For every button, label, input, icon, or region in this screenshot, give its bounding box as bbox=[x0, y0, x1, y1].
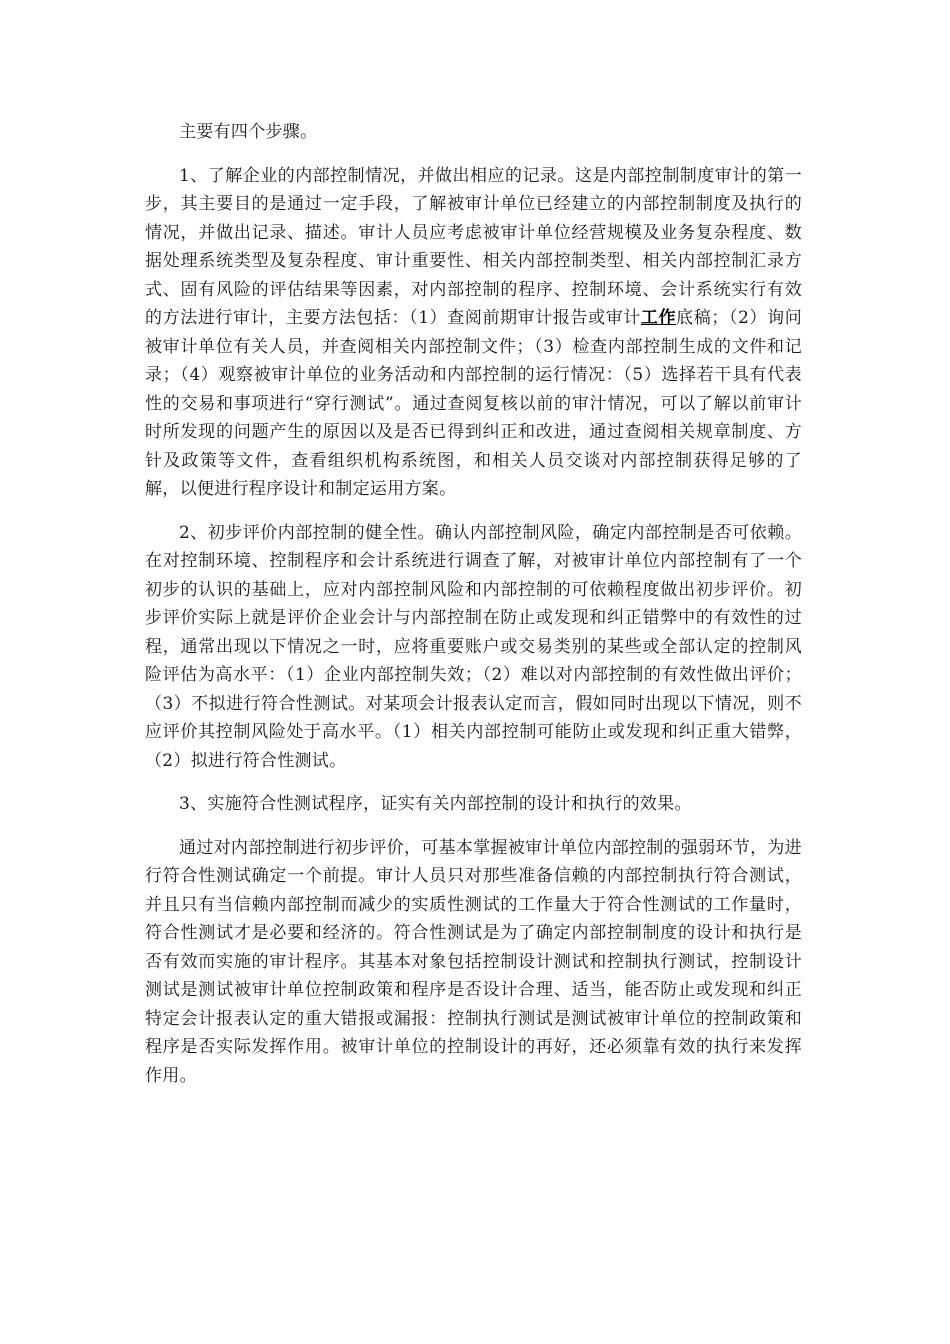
step3-body-paragraph: 通过对内部控制进行初步评价，可基本掌握被审计单位内部控制的强弱环节，为进行符合性测试确定一个前提。审计人员只对那些准备信赖的内部控制执行符合测试，并且只有当信赖内部控制而减少的实质性测试的工作量大于符合性测试的工作量时，符合性测试才是必要和经济的。符合性测试是为了确定内部控制制度的设计和执行是否有效而实施的审计程序。其基本对象包括控制设计测试和控制执行测试，控制设计测试是测试被审计单位控制政策和程序是否设计合理、适当，能否防止或发现和纠正特定会计报表认定的重大错报或漏报：控制执行测试是测试被审计单位的控制政策和程序是否实际发挥作用。被审计单位的控制设计的再好，还必须靠有效的执行来发挥作用。 bbox=[145, 837, 802, 1086]
step2-paragraph: 2、初步评价内部控制的健全性。确认内部控制风险，确定内部控制是否可依赖。在对控制环境、控制程序和会计系统进行调查了解，对被审计单位内部控制有了一个初步的认识的基础上，应对内部控制风险和内部控制的可依赖程度做出初步评价。初步评价实际上就是评价企业会计与内部控制在防止或发现和纠正错弊中的有效性的过程，通常出现以下情况之一时，应将重要账户或交易类别的某些或全部认定的控制风险评估为高水平：（1）企业内部控制失效；（2）难以对内部控制的有效性做出评价；（3）不拟进行符合性测试。对某项会计报表认定而言，假如同时出现以下情况，则不应评价其控制风险处于高水平。（1）相关内部控制可能防止或发现和纠正重大错弊，（2）拟进行符合性测试。 bbox=[145, 522, 802, 771]
document-page bbox=[145, 118, 802, 1105]
work-link[interactable]: 工作 bbox=[640, 308, 677, 328]
step1-text-before-link: 1、了解企业的内部控制情况，并做出相应的记录。这是内部控制制度审计的第一步，其主要目的是通过一定手段，了解被审计单位已经建立的内部控制制度及执行的情况，并做出记录、描述。审计人员应考虑被审计单位经营规模及业务复杂程度、数据处理系统类型及复杂程度、审计重要性、相关内部控制类型、相关内部控制汇录方式、固有风险的评估结果等因素，对内部控制的程序、控制环境、会计系统实行有效的方法进行审计，主要方法包括：（1）查阅前期审计报告或审计 bbox=[145, 165, 802, 328]
intro-paragraph: 主要有四个步骤。 bbox=[179, 122, 318, 142]
step3-title-paragraph: 3、实施符合性测试程序，证实有关内部控制的设计和执行的效果。 bbox=[179, 794, 692, 814]
step1-paragraph bbox=[145, 162, 802, 504]
step1-text-after-link: 底稿；（2）询问被审计单位有关人员，并查阅相关内部控制文件；（3）检查内部控制生成的文件和记录；（4）观察被审计单位的业务活动和内部控制的运行情况：（5）选择若干具有代表性的交易和事项进行“穿行测试”。通过查阅复核以前的审汁情况，可以了解以前审计时所发现的问题产生的原因以及是否已得到纠正和改进，通过查阅相关规章制度、方针及政策等文件，查看组织机构系统图，和相关人员交谈对内部控制获得足够的了解，以便进行程序设计和制定运用方案。 bbox=[145, 308, 803, 499]
